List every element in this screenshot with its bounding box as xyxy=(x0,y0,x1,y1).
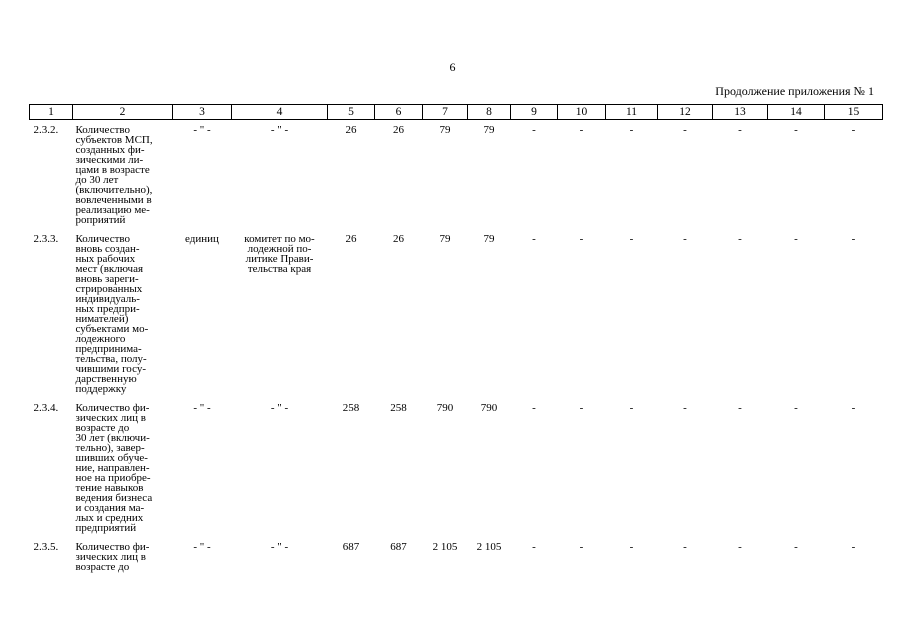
row-value: 258 xyxy=(342,402,360,414)
row-value: - xyxy=(629,233,634,245)
header-cell: 2 xyxy=(73,105,173,120)
header-cell: 8 xyxy=(468,105,511,120)
row-value: - xyxy=(794,402,798,414)
row-responsible: - " - xyxy=(270,402,289,414)
row-value: - xyxy=(794,233,798,245)
row-value: - xyxy=(683,402,687,414)
row-value: - xyxy=(579,124,584,136)
header-cell: 15 xyxy=(825,105,883,120)
table-row xyxy=(30,399,883,538)
row-value: - xyxy=(738,233,742,245)
header-cell: 5 xyxy=(328,105,375,120)
row-value: - xyxy=(851,233,856,245)
row-value: 687 xyxy=(390,541,407,553)
header-cell: 3 xyxy=(173,105,232,120)
row-responsible: - " - xyxy=(270,541,289,553)
row-value: 79 xyxy=(483,233,495,245)
row-value: 79 xyxy=(439,233,451,245)
header-cell: 12 xyxy=(658,105,713,120)
row-value: 26 xyxy=(393,233,404,245)
row-value: 790 xyxy=(480,402,498,414)
row-value: - xyxy=(683,233,687,245)
row-value: - xyxy=(532,541,536,553)
header-cell: 1 xyxy=(30,105,73,120)
row-code: 2.3.5. xyxy=(33,541,59,553)
row-value: - xyxy=(738,124,742,136)
page-number: 6 xyxy=(449,60,456,74)
row-value: - xyxy=(683,541,687,553)
row-value: - xyxy=(629,124,634,136)
indicators-table xyxy=(29,104,883,577)
row-code: 2.3.2. xyxy=(33,124,59,136)
row-unit: - " - xyxy=(193,402,211,414)
header-cell: 11 xyxy=(606,105,658,120)
row-value: 26 xyxy=(345,124,357,136)
header-cell: 9 xyxy=(511,105,558,120)
row-responsible: - " - xyxy=(270,124,289,136)
header-cell: 14 xyxy=(768,105,825,120)
row-value: - xyxy=(532,233,536,245)
row-unit: - " - xyxy=(193,124,211,136)
row-value: - xyxy=(579,541,584,553)
row-value: - xyxy=(794,124,798,136)
row-indicator-name: Количество вновь создан- ных рабочих мест (включая вновь зареги- стрированных индивидуаль- ных предпри- нимателей) субъектами мо- лодежного предпринима- тельства, полу- чившими госу- дарственную поддержку xyxy=(75,233,149,395)
row-unit: единиц xyxy=(185,233,219,245)
row-value: - xyxy=(629,541,634,553)
row-value: 790 xyxy=(436,402,454,414)
header-cell: 10 xyxy=(558,105,606,120)
row-responsible: комитет по мо- лодежной по- литике Прави- тельства края xyxy=(244,233,315,275)
row-value: - xyxy=(532,402,536,414)
header-cell: 6 xyxy=(375,105,423,120)
header-cell: 7 xyxy=(423,105,468,120)
row-indicator-name: Количество фи- зических лиц в возрасте до xyxy=(75,541,150,573)
table-row xyxy=(30,230,883,399)
row-value: 79 xyxy=(483,124,495,136)
row-value: 2 105 xyxy=(432,541,458,553)
row-value: - xyxy=(851,541,856,553)
table-row xyxy=(30,120,883,231)
header-row xyxy=(30,105,883,120)
row-value: 258 xyxy=(390,402,407,414)
row-value: - xyxy=(738,541,742,553)
row-value: 79 xyxy=(439,124,451,136)
row-value: - xyxy=(579,402,584,414)
header-cell: 13 xyxy=(713,105,768,120)
row-value: 26 xyxy=(393,124,404,136)
appendix-continuation-label: Продолжение приложения № 1 xyxy=(715,84,874,98)
row-value: - xyxy=(532,124,536,136)
row-value: - xyxy=(794,541,798,553)
row-unit: - " - xyxy=(193,541,211,553)
row-value: 26 xyxy=(345,233,357,245)
row-value: - xyxy=(851,402,856,414)
row-value: 2 105 xyxy=(476,541,502,553)
row-indicator-name: Количество фи- зических лиц в возрасте до 30 лет (включи- тельно), завер- шивших обуче- ние, направлен- ное на приобре- тение навыков ведения бизнеса и создания ма- лых и средних предприятий xyxy=(75,402,153,534)
row-code: 2.3.3. xyxy=(33,233,59,245)
table-row xyxy=(30,538,883,577)
row-code: 2.3.4. xyxy=(33,402,59,414)
row-value: - xyxy=(738,402,742,414)
row-value: 687 xyxy=(342,541,360,553)
row-value: - xyxy=(629,402,634,414)
row-indicator-name: Количество субъектов МСП, созданных фи- зическими ли- цами в возрасте до 30 лет (включительно), вовлеченными в реализацию ме- роприятий xyxy=(75,124,153,226)
header-cell: 4 xyxy=(232,105,328,120)
row-value: - xyxy=(851,124,856,136)
row-value: - xyxy=(683,124,687,136)
row-value: - xyxy=(579,233,584,245)
